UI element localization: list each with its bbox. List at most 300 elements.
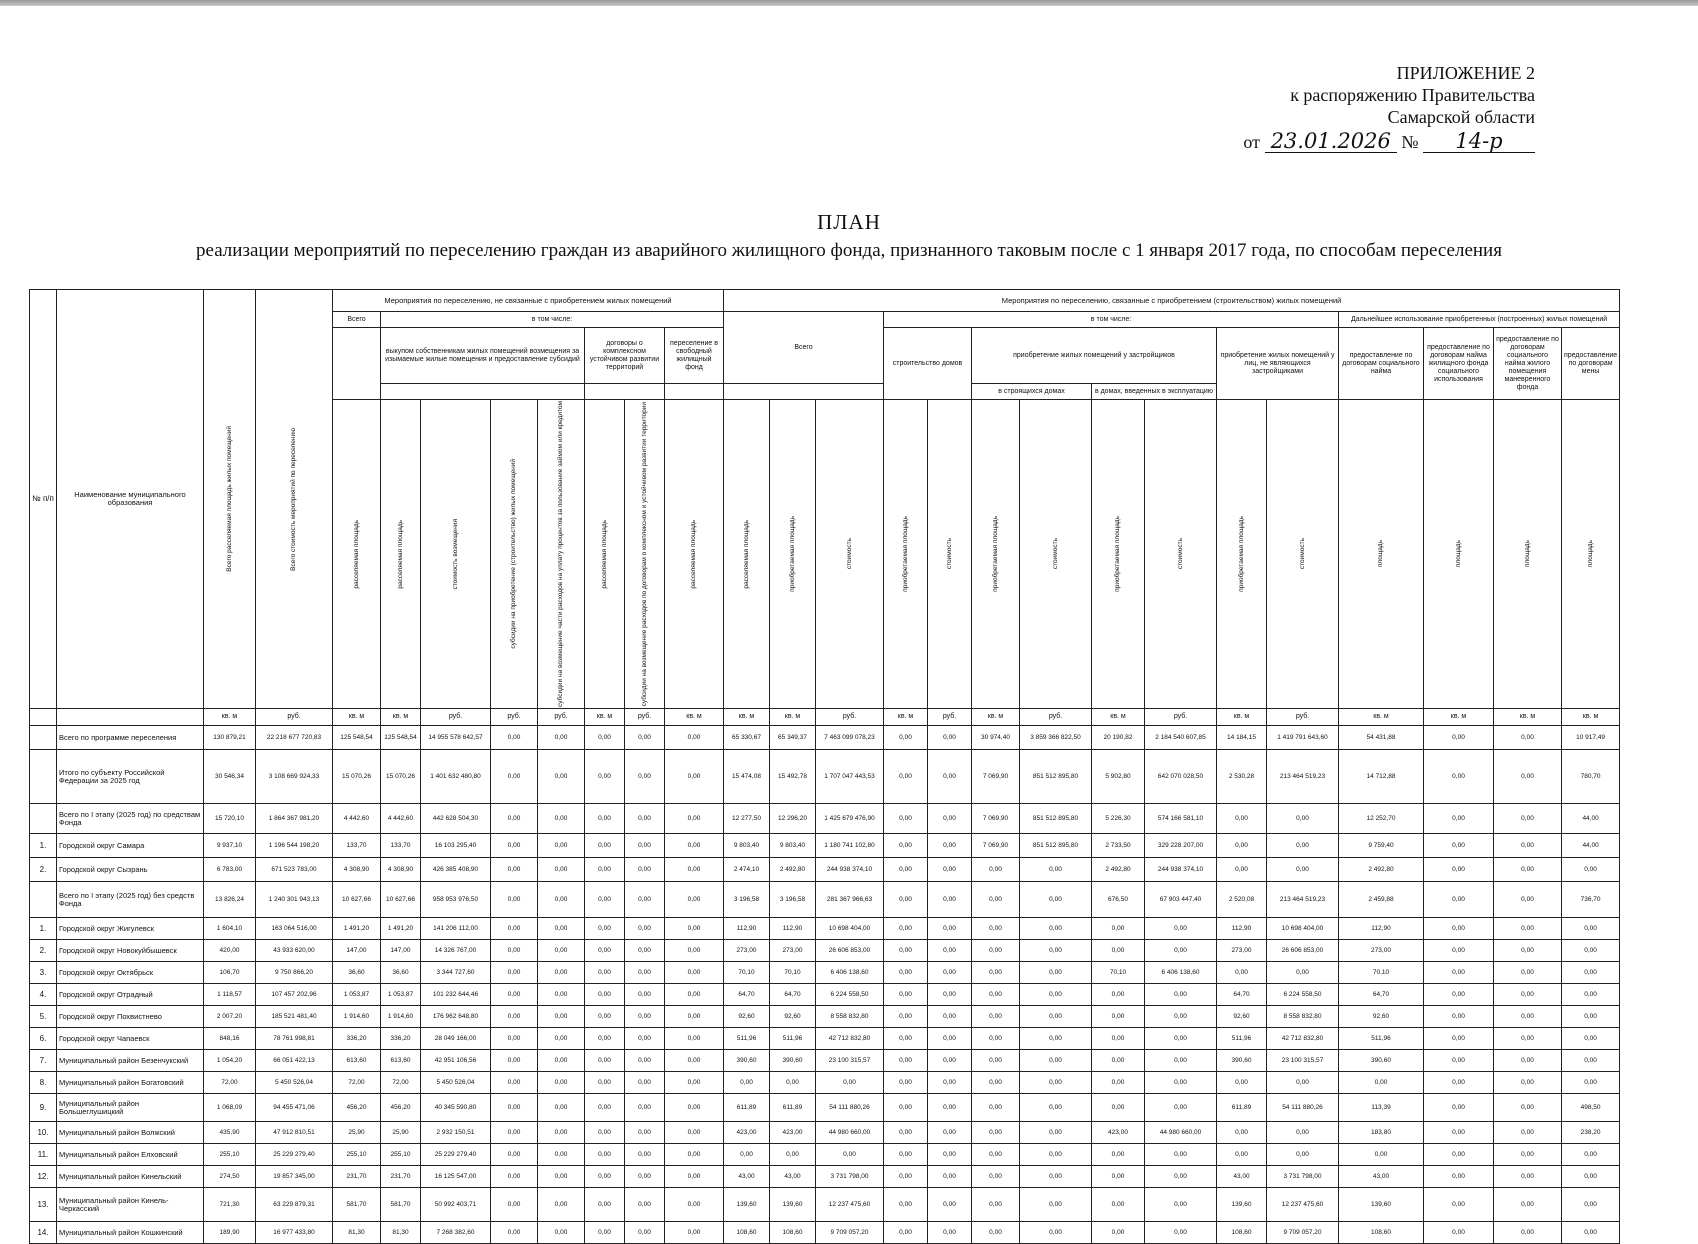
leaf-header-cell: [1145, 400, 1217, 709]
row-value: 147,00: [381, 940, 421, 962]
header-free-blank: [665, 384, 724, 400]
row-value: 274,50: [204, 1166, 256, 1188]
row-value: 0,00: [1494, 882, 1562, 918]
row-value: 106,70: [204, 962, 256, 984]
header-a-total: Всего: [333, 312, 381, 328]
resettlement-plan-table: [29, 289, 1620, 1244]
row-value: 0,00: [1020, 858, 1092, 882]
row-value: 112,90: [770, 918, 816, 940]
row-value: 7 069,90: [972, 750, 1020, 804]
row-value: 0,00: [585, 962, 625, 984]
leaf-header-cell: [1020, 400, 1092, 709]
row-value: 0,00: [816, 1072, 884, 1094]
row-value: 0,00: [1217, 1072, 1267, 1094]
row-value: 0,00: [1092, 1166, 1145, 1188]
row-value: 0,00: [1562, 1188, 1620, 1222]
row-value: 8 558 832,80: [1267, 1006, 1339, 1028]
row-value: 7 069,90: [972, 804, 1020, 834]
row-number: [30, 726, 57, 750]
row-value: 1 053,87: [333, 984, 381, 1006]
row-value: 50 992 403,71: [421, 1188, 491, 1222]
row-value: 0,00: [1145, 1072, 1217, 1094]
row-value: 44 980 660,00: [1145, 1122, 1217, 1144]
row-value: 42 712 832,80: [816, 1028, 884, 1050]
row-value: 0,00: [1339, 1072, 1424, 1094]
row-value: 0,00: [1267, 962, 1339, 984]
row-value: 14 326 767,00: [421, 940, 491, 962]
row-value: 22 218 677 720,83: [256, 726, 333, 750]
row-value: 147,00: [333, 940, 381, 962]
table-row: [30, 940, 1620, 962]
leaf-header-label: приобретаемая площадь: [901, 516, 909, 592]
leaf-header-label: расселяемая площадь: [352, 519, 360, 589]
leaf-header-label: субсидии на приобретение (строительство) жилых помещений: [510, 459, 517, 649]
row-value: 0,00: [585, 804, 625, 834]
row-value: 0,00: [665, 984, 724, 1006]
row-value: 112,90: [1339, 918, 1424, 940]
row-value: 163 064 516,00: [256, 918, 333, 940]
leaf-header-cell: [665, 400, 724, 709]
row-number: [30, 882, 57, 918]
row-value: 92,60: [1217, 1006, 1267, 1028]
row-value: 1 864 367 981,20: [256, 804, 333, 834]
row-value: 0,00: [1020, 1006, 1092, 1028]
row-value: 0,00: [538, 918, 585, 940]
row-value: 423,00: [770, 1122, 816, 1144]
row-value: 54 111 880,26: [816, 1094, 884, 1122]
header-b-including: в том числе:: [884, 312, 1339, 328]
row-value: 0,00: [1424, 834, 1494, 858]
row-value: 0,00: [724, 1144, 770, 1166]
header-total-area-cell: [204, 290, 256, 709]
row-value: 0,00: [1145, 1188, 1217, 1222]
row-value: 2 474,10: [724, 858, 770, 882]
row-value: 4 442,60: [333, 804, 381, 834]
row-value: 0,00: [1424, 1144, 1494, 1166]
leaf-header-cell: [928, 400, 972, 709]
leaf-header-label: стоимость: [1176, 538, 1184, 570]
row-value: 0,00: [972, 1050, 1020, 1072]
row-value: 0,00: [928, 1222, 972, 1244]
row-value: 15 070,26: [333, 750, 381, 804]
header-maneuver-fund: предоставление по договорам социального найма жилого помещения маневренного фонда: [1494, 328, 1562, 400]
row-value: 0,00: [1092, 1050, 1145, 1072]
row-value: 0,00: [928, 1188, 972, 1222]
row-value: 0,00: [1494, 1006, 1562, 1028]
row-municipality: Всего по программе переселения: [57, 726, 204, 750]
row-value: 3 108 669 924,33: [256, 750, 333, 804]
row-value: 0,00: [491, 1028, 538, 1050]
row-value: 0,00: [585, 984, 625, 1006]
row-value: 9 759,40: [1339, 834, 1424, 858]
unit-cell: кв. м: [1562, 709, 1620, 726]
row-value: 5 902,80: [1092, 750, 1145, 804]
row-value: 16 103 295,40: [421, 834, 491, 858]
row-value: 0,00: [1494, 918, 1562, 940]
row-value: 0,00: [724, 1072, 770, 1094]
row-value: 12 237 475,60: [1267, 1188, 1339, 1222]
unit-blank: [30, 709, 57, 726]
row-value: 0,00: [1494, 984, 1562, 1006]
row-value: 0,00: [665, 1050, 724, 1072]
header-contracts-kurt: договоры о комплексном устойчивом развитии территорий: [585, 328, 665, 384]
unit-blank: [57, 709, 204, 726]
row-value: 64,70: [1217, 984, 1267, 1006]
row-value: 0,00: [1020, 1188, 1092, 1222]
row-value: 78 761 998,81: [256, 1028, 333, 1050]
row-value: 851 512 895,80: [1020, 834, 1092, 858]
row-value: 7 268 382,60: [421, 1222, 491, 1244]
row-value: 0,00: [538, 984, 585, 1006]
row-value: 0,00: [491, 940, 538, 962]
leaf-header-cell: [538, 400, 585, 709]
row-value: 9 709 057,20: [1267, 1222, 1339, 1244]
row-number: 11.: [30, 1144, 57, 1166]
row-value: 511,96: [770, 1028, 816, 1050]
header-group-purchase: Мероприятия по переселению, связанные с приобретением (строительством) жилых помещений: [724, 290, 1620, 312]
row-value: 125 548,54: [381, 726, 421, 750]
header-buyout-blank: [381, 384, 585, 400]
leaf-header-label: стоимость: [945, 538, 953, 570]
leaf-header-label: расселяемая площадь: [690, 519, 697, 589]
unit-cell: кв. м: [665, 709, 724, 726]
leaf-header-label: стоимость: [1298, 538, 1306, 570]
row-value: 0,00: [665, 804, 724, 834]
row-value: 442 628 504,30: [421, 804, 491, 834]
unit-cell: руб.: [1267, 709, 1339, 726]
leaf-header-cell: [625, 400, 665, 709]
row-value: 0,00: [1562, 1166, 1620, 1188]
leaf-header-cell: [1267, 400, 1339, 709]
row-number: 4.: [30, 984, 57, 1006]
row-value: 92,60: [770, 1006, 816, 1028]
row-value: 0,00: [884, 1188, 928, 1222]
row-value: 0,00: [1092, 1006, 1145, 1028]
leaf-header-label: стоимость: [1051, 538, 1059, 570]
row-value: 3 196,58: [770, 882, 816, 918]
row-value: 72,00: [333, 1072, 381, 1094]
row-value: 0,00: [538, 1122, 585, 1144]
header-buyout: выкупом собственникам жилых помещений возмещения за изымаемые жилые помещения и предоставление субсидий: [381, 328, 585, 384]
row-value: 0,00: [665, 1028, 724, 1050]
leaf-header-cell: [1339, 400, 1424, 709]
row-value: 0,00: [1424, 804, 1494, 834]
row-value: 0,00: [625, 918, 665, 940]
row-value: 0,00: [1267, 858, 1339, 882]
row-value: 43,00: [770, 1166, 816, 1188]
row-value: 511,96: [724, 1028, 770, 1050]
table-row: [30, 750, 1620, 804]
leaf-header-label: площадь: [1377, 540, 1384, 568]
row-value: 6 406 138,60: [1145, 962, 1217, 984]
row-municipality: Муниципальный район Волжский: [57, 1122, 204, 1144]
table-row: [30, 726, 1620, 750]
row-value: 42 951 106,56: [421, 1050, 491, 1072]
row-value: 0,00: [585, 882, 625, 918]
row-value: 0,00: [816, 1144, 884, 1166]
row-value: 511,96: [1217, 1028, 1267, 1050]
row-value: 7 069,90: [972, 834, 1020, 858]
row-value: 189,90: [204, 1222, 256, 1244]
row-value: 0,00: [1562, 940, 1620, 962]
row-value: 273,00: [724, 940, 770, 962]
row-value: 0,00: [884, 1122, 928, 1144]
row-value: 511,96: [1339, 1028, 1424, 1050]
row-value: 0,00: [585, 918, 625, 940]
row-value: 139,60: [1339, 1188, 1424, 1222]
row-value: 0,00: [585, 858, 625, 882]
row-value: 108,60: [1339, 1222, 1424, 1244]
row-value: 6 224 558,50: [816, 984, 884, 1006]
row-value: 2 007,20: [204, 1006, 256, 1028]
units-row: [30, 709, 1620, 726]
leaf-header-cell: [333, 400, 381, 709]
row-value: 14 184,15: [1217, 726, 1267, 750]
row-value: 2 492,80: [1339, 858, 1424, 882]
row-value: 0,00: [1494, 940, 1562, 962]
leaf-header-label: приобретаемая площадь: [991, 516, 999, 592]
unit-cell: кв. м: [972, 709, 1020, 726]
row-value: 0,00: [1494, 1222, 1562, 1244]
number-prefix: №: [1401, 132, 1419, 152]
row-value: 12 237 475,60: [816, 1188, 884, 1222]
row-municipality: Городской округ Самара: [57, 834, 204, 858]
row-value: 0,00: [665, 1006, 724, 1028]
row-value: 231,70: [381, 1166, 421, 1188]
row-value: 0,00: [1562, 918, 1620, 940]
row-value: 0,00: [884, 1050, 928, 1072]
row-value: 0,00: [538, 1166, 585, 1188]
row-value: 36,60: [333, 962, 381, 984]
row-value: 273,00: [1339, 940, 1424, 962]
row-value: 0,00: [665, 858, 724, 882]
row-value: 0,00: [1562, 1072, 1620, 1094]
row-value: 0,00: [1562, 1006, 1620, 1028]
unit-cell: руб.: [1020, 709, 1092, 726]
unit-cell: кв. м: [884, 709, 928, 726]
leaf-header-label: площадь: [1454, 540, 1462, 568]
row-value: 213 464 519,23: [1267, 882, 1339, 918]
row-value: 0,00: [884, 1166, 928, 1188]
row-value: 1 914,60: [333, 1006, 381, 1028]
row-value: 0,00: [585, 1072, 625, 1094]
row-value: 9 937,10: [204, 834, 256, 858]
row-value: 0,00: [1494, 1144, 1562, 1166]
unit-cell: руб.: [816, 709, 884, 726]
row-value: 0,00: [1020, 1094, 1092, 1122]
row-value: 113,39: [1339, 1094, 1424, 1122]
row-value: 2 184 540 607,85: [1145, 726, 1217, 750]
row-value: 2 492,80: [1092, 858, 1145, 882]
row-value: 0,00: [928, 858, 972, 882]
row-value: 130 879,21: [204, 726, 256, 750]
row-value: 0,00: [1494, 962, 1562, 984]
row-value: 16 125 547,00: [421, 1166, 491, 1188]
row-number: 6.: [30, 1028, 57, 1050]
row-value: 44,00: [1562, 804, 1620, 834]
leaf-header-label: приобретаемая площадь: [1114, 516, 1121, 592]
row-value: 0,00: [1217, 1144, 1267, 1166]
leaf-header-cell: [1562, 400, 1620, 709]
header-under-construction: в строящихся домах: [972, 384, 1092, 400]
row-value: 9 803,40: [770, 834, 816, 858]
unit-cell: кв. м: [1217, 709, 1267, 726]
row-value: 3 731 798,00: [1267, 1166, 1339, 1188]
header-total-area: Всего расселяемая площадь жилых помещений: [225, 426, 233, 572]
leaf-header-label: расселяемая площадь: [600, 519, 608, 589]
row-value: 0,00: [585, 1144, 625, 1166]
row-value: 0,00: [1092, 1222, 1145, 1244]
row-value: 133,70: [381, 834, 421, 858]
row-value: 44,00: [1562, 834, 1620, 858]
row-value: 2 733,50: [1092, 834, 1145, 858]
row-value: 1 068,09: [204, 1094, 256, 1122]
row-value: 498,50: [1562, 1094, 1620, 1122]
row-value: 0,00: [1092, 918, 1145, 940]
row-value: 213 464 519,23: [1267, 750, 1339, 804]
row-value: 0,00: [538, 1006, 585, 1028]
row-value: 0,00: [1267, 1144, 1339, 1166]
row-value: 185 521 481,40: [256, 1006, 333, 1028]
row-value: 0,00: [491, 984, 538, 1006]
handwritten-number: 14-р: [1423, 130, 1535, 153]
row-value: 0,00: [491, 1166, 538, 1188]
row-value: 0,00: [1494, 750, 1562, 804]
row-value: 0,00: [1424, 918, 1494, 940]
row-value: 336,20: [333, 1028, 381, 1050]
header-no: № п/п: [30, 290, 57, 709]
row-value: 0,00: [928, 834, 972, 858]
row-value: 574 166 581,10: [1145, 804, 1217, 834]
row-value: 721,30: [204, 1188, 256, 1222]
row-number: 2.: [30, 858, 57, 882]
row-municipality: Городской округ Жигулевск: [57, 918, 204, 940]
row-value: 125 548,54: [333, 726, 381, 750]
row-value: 0,00: [884, 726, 928, 750]
row-value: 0,00: [491, 726, 538, 750]
row-value: 40 345 590,80: [421, 1094, 491, 1122]
row-value: 0,00: [1145, 940, 1217, 962]
table-row: [30, 1222, 1620, 1244]
row-number: 5.: [30, 1006, 57, 1028]
row-value: 44 980 660,00: [816, 1122, 884, 1144]
row-value: 0,00: [1494, 858, 1562, 882]
row-number: 1.: [30, 834, 57, 858]
row-value: 2 520,08: [1217, 882, 1267, 918]
row-value: 0,00: [625, 962, 665, 984]
row-value: 0,00: [972, 984, 1020, 1006]
row-value: 19 857 345,00: [256, 1166, 333, 1188]
row-value: 0,00: [1020, 984, 1092, 1006]
row-value: 736,70: [1562, 882, 1620, 918]
row-value: 2 492,80: [770, 858, 816, 882]
row-value: 0,00: [625, 1188, 665, 1222]
row-value: 231,70: [333, 1166, 381, 1188]
row-value: 26 606 853,00: [816, 940, 884, 962]
row-value: 0,00: [1494, 1122, 1562, 1144]
row-value: 0,00: [1424, 962, 1494, 984]
row-value: 255,10: [204, 1144, 256, 1166]
row-value: 16 977 433,80: [256, 1222, 333, 1244]
row-value: 112,90: [1217, 918, 1267, 940]
row-value: 581,70: [381, 1188, 421, 1222]
table-row: [30, 1094, 1620, 1122]
row-value: 25 229 279,40: [256, 1144, 333, 1166]
handwritten-date: 23.01.2026: [1265, 130, 1397, 153]
table-row: [30, 1166, 1620, 1188]
row-value: 1 196 544 198,20: [256, 834, 333, 858]
row-value: 43,00: [724, 1166, 770, 1188]
row-value: 281 367 966,63: [816, 882, 884, 918]
leaf-header-label: субсидии на возмещение части расходов на уплату процентов за пользование займом или кредитом: [557, 401, 564, 708]
row-value: 0,00: [1020, 1072, 1092, 1094]
row-value: 108,60: [770, 1222, 816, 1244]
row-value: 13 826,24: [204, 882, 256, 918]
row-value: 0,00: [1424, 750, 1494, 804]
row-value: 0,00: [1092, 1188, 1145, 1222]
row-value: 0,00: [1020, 1050, 1092, 1072]
table-row: [30, 918, 1620, 940]
row-value: 0,00: [1217, 834, 1267, 858]
row-value: 1 053,87: [381, 984, 421, 1006]
row-value: 0,00: [1562, 1222, 1620, 1244]
row-value: 6 783,00: [204, 858, 256, 882]
row-value: 7 463 099 078,23: [816, 726, 884, 750]
header-a-total-blank: [333, 328, 381, 400]
row-value: 70,10: [770, 962, 816, 984]
row-value: 36,60: [381, 962, 421, 984]
row-value: 255,10: [333, 1144, 381, 1166]
row-value: 0,00: [538, 1222, 585, 1244]
document-subtitle: реализации мероприятий по переселению граждан из аварийного жилищного фонда, признанного таковым после с 1 января 2017 года, по способам переселения: [196, 240, 1502, 261]
row-value: 0,00: [884, 940, 928, 962]
row-value: 0,00: [1145, 984, 1217, 1006]
row-value: 1 419 791 643,60: [1267, 726, 1339, 750]
row-value: 0,00: [928, 750, 972, 804]
row-value: 42 712 832,80: [1267, 1028, 1339, 1050]
leaf-header-label: субсидии на возмещение расходов по договорам о комплексном и устойчивом развитии территории: [640, 401, 648, 707]
unit-cell: руб.: [1145, 709, 1217, 726]
header-purchase-nondevelopers: приобретение жилых помещений у лиц, не являющихся застройщиками: [1217, 328, 1339, 400]
row-value: 0,00: [1424, 940, 1494, 962]
row-value: 336,20: [381, 1028, 421, 1050]
row-value: 0,00: [538, 1050, 585, 1072]
table-row: [30, 1028, 1620, 1050]
row-value: 0,00: [1494, 804, 1562, 834]
row-value: 25,90: [381, 1122, 421, 1144]
row-value: 14 712,88: [1339, 750, 1424, 804]
row-value: 0,00: [1267, 834, 1339, 858]
header-commissioned: в домах, введенных в эксплуатацию: [1092, 384, 1217, 400]
row-value: 0,00: [972, 1144, 1020, 1166]
row-value: 0,00: [884, 1144, 928, 1166]
row-number: 9.: [30, 1094, 57, 1122]
row-value: 0,00: [585, 834, 625, 858]
row-value: 0,00: [972, 1166, 1020, 1188]
row-value: 28 049 166,00: [421, 1028, 491, 1050]
row-value: 0,00: [1217, 1122, 1267, 1144]
row-value: 0,00: [884, 1094, 928, 1122]
row-value: 0,00: [625, 1072, 665, 1094]
row-value: 0,00: [884, 834, 928, 858]
row-value: 0,00: [972, 1028, 1020, 1050]
row-value: 0,00: [538, 882, 585, 918]
row-value: 0,00: [538, 858, 585, 882]
row-municipality: Муниципальный район Большеглушицкий: [57, 1094, 204, 1122]
row-value: 176 962 648,80: [421, 1006, 491, 1028]
row-value: 0,00: [625, 858, 665, 882]
row-value: 0,00: [538, 1188, 585, 1222]
